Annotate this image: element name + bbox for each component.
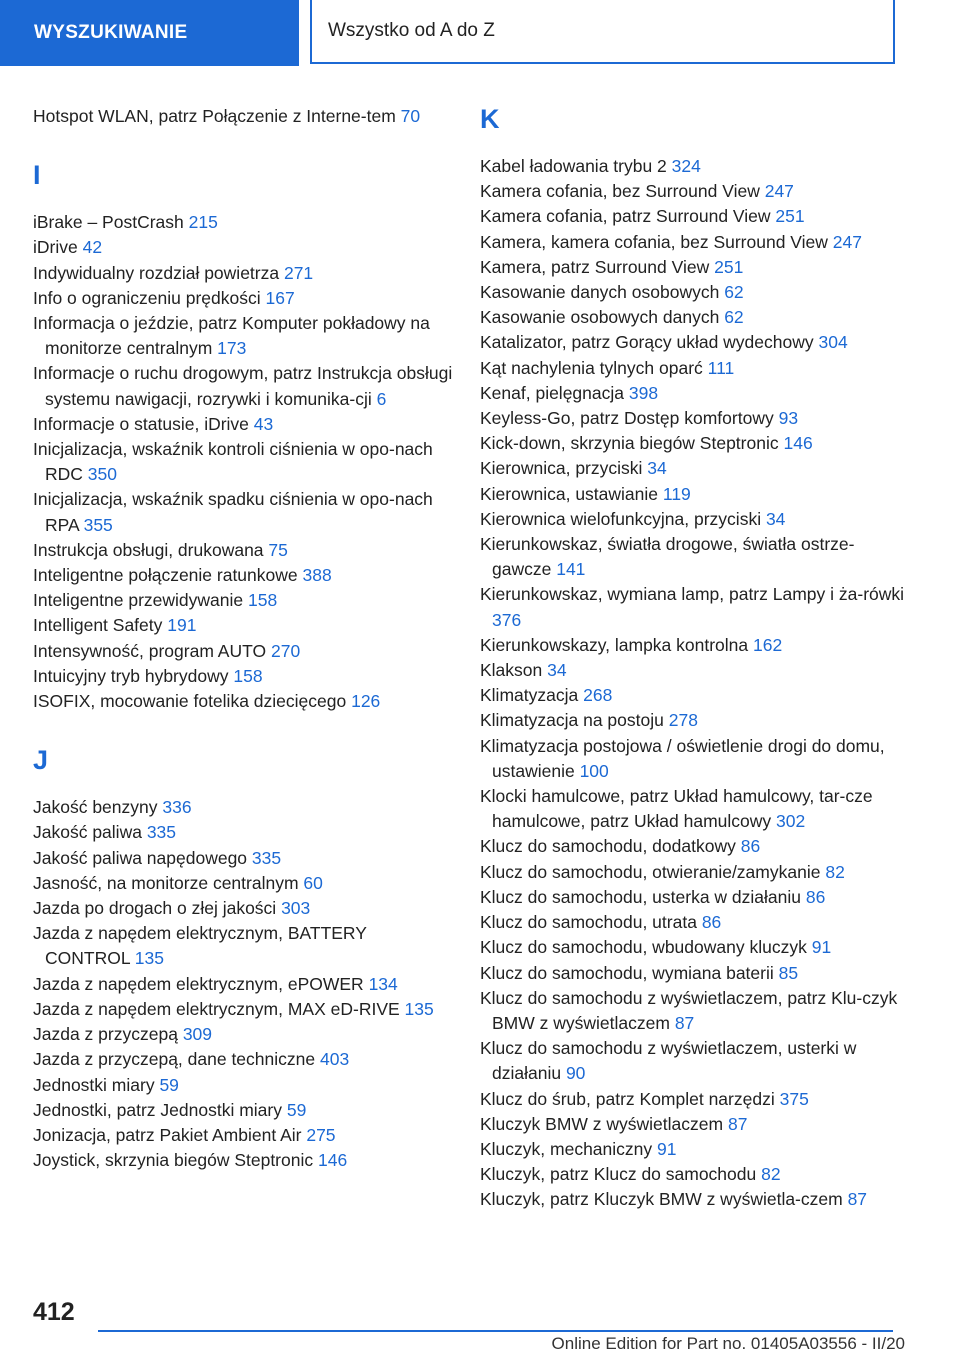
page-link[interactable]: 403 [320, 1049, 350, 1070]
index-entry [480, 154, 905, 179]
index-entry [33, 286, 453, 311]
index-entry-text: Intuicyjny tryb hybrydowy [33, 665, 229, 686]
page-link[interactable]: 376 [492, 609, 522, 630]
index-entry-text: Klucz do samochodu, usterka w działaniu [480, 886, 802, 907]
page-link[interactable]: 146 [318, 1150, 348, 1171]
page-link[interactable]: 167 [265, 287, 295, 308]
page-link[interactable]: 251 [775, 206, 805, 227]
index-entry-text: Jazda z napędem elektrycznym, BATTERY CONTROL [33, 923, 367, 969]
page-link[interactable]: 268 [583, 685, 613, 706]
index-entry-text: Jakość benzyny [33, 797, 158, 818]
index-entry-text: Kabel ładowania trybu 2 [480, 156, 667, 176]
index-entry-text: Kluczyk, patrz Kluczyk BMW z wyświetla-czem [480, 1189, 843, 1210]
index-entry [33, 210, 453, 235]
index-entry [33, 1123, 453, 1148]
index-entry-text: Klucz do samochodu, wbudowany kluczyk [480, 937, 807, 958]
index-entry [33, 795, 453, 820]
page-link[interactable]: 82 [761, 1164, 781, 1185]
index-entry [480, 633, 905, 658]
index-entry [480, 1036, 905, 1086]
index-entry [33, 311, 453, 361]
index-entry [33, 689, 453, 714]
index-entry-text: Kierunkowskaz, wymiana lamp, patrz Lampy i ża-rówki [480, 584, 905, 605]
index-entry [480, 986, 905, 1036]
index-entry-text: Kluczyk, mechaniczny [480, 1138, 653, 1159]
index-entry [480, 860, 905, 885]
section-spacer [33, 190, 453, 210]
page-link[interactable]: 75 [268, 539, 288, 560]
index-entry-text: Kąt nachylenia tylnych oparć [480, 357, 703, 378]
index-entry-text: Kamera, patrz Surround View [480, 256, 710, 277]
page-link[interactable]: 111 [707, 357, 735, 378]
index-entry [480, 230, 905, 255]
index-entry-text: Kasowanie osobowych danych [480, 307, 720, 328]
index-entry-text: Intelligent Safety [33, 615, 163, 636]
page-link[interactable]: 275 [306, 1124, 336, 1145]
page-link[interactable]: 90 [565, 1063, 586, 1084]
index-entry-text: Klucz do samochodu z wyświetlaczem, patrz Klu-czyk BMW z wyświetlaczem [480, 987, 898, 1033]
page-link[interactable]: 141 [556, 559, 586, 580]
index-entry-text: Kierownica, ustawianie [480, 483, 659, 504]
page-link[interactable]: 100 [579, 760, 609, 781]
index-entry [33, 639, 453, 664]
page-link[interactable]: 59 [159, 1074, 179, 1095]
index-entry [480, 204, 905, 229]
index-entry [480, 381, 905, 406]
index-entry [480, 431, 905, 456]
footer-edition-text: Online Edition for Part no. 01405A03556 - II/20 [551, 1334, 905, 1353]
index-entry [480, 330, 905, 355]
index-entry-text: Informacje o ruchu drogowym, patrz Instrukcja obsługi systemu nawigacji, rozrywki i komunika-cji [33, 363, 453, 409]
page-link[interactable]: 86 [740, 836, 761, 857]
index-entry [480, 1187, 905, 1212]
index-entry [480, 255, 905, 280]
page-title [310, 0, 895, 64]
section-spacer [480, 134, 905, 154]
index-entry [33, 997, 453, 1022]
page-link[interactable]: 91 [811, 937, 832, 958]
index-entry-text: Inicjalizacja, wskaźnik spadku ciśnienia w opo-nach RPA [33, 489, 433, 535]
index-entry-text: Inicjalizacja, wskaźnik kontroli ciśnienia w opo-nach RDC [33, 439, 433, 485]
page-link[interactable]: 158 [248, 590, 278, 611]
index-entry-text: Jazda z napędem elektrycznym, ePOWER [33, 973, 364, 994]
index-entry [33, 1022, 453, 1047]
index-entry [33, 588, 453, 613]
index-entry-text: Klucz do samochodu, otwieranie/zamykanie [480, 861, 821, 882]
page-link[interactable]: 34 [765, 508, 786, 529]
index-entry-text: Klucz do samochodu, utrata [480, 912, 697, 933]
page-link[interactable]: 173 [217, 338, 247, 359]
page-link[interactable]: 87 [674, 1012, 695, 1033]
index-entry [33, 820, 453, 845]
index-entry-text: Kamera, kamera cofania, bez Surround View [480, 231, 828, 252]
index-entry-text: Kasowanie danych osobowych [480, 282, 720, 303]
footer-edition [552, 1334, 905, 1354]
index-entry-text: Jakość paliwa napędowego [33, 847, 248, 868]
index-entry [480, 961, 905, 986]
index-entry-text: Klucz do samochodu, dodatkowy [480, 836, 736, 857]
page-link[interactable]: 86 [805, 886, 826, 907]
index-letter-heading: J [33, 745, 49, 776]
page-link[interactable]: 82 [825, 861, 845, 882]
page-link[interactable]: 270 [270, 640, 301, 661]
index-entry-text: Jednostki, patrz Jednostki miary [33, 1099, 282, 1120]
index-entry [33, 1073, 453, 1098]
page-link[interactable]: 87 [727, 1113, 748, 1134]
page-link[interactable]: 335 [251, 847, 282, 868]
index-entry [33, 412, 453, 437]
page-link[interactable]: 304 [818, 332, 848, 353]
index-entry-text: Intensywność, program AUTO [33, 640, 267, 661]
page-link[interactable]: 59 [286, 1099, 307, 1120]
page-link[interactable]: 91 [657, 1138, 677, 1159]
index-entry [480, 784, 905, 834]
page-link[interactable]: 87 [847, 1189, 868, 1210]
index-entry [480, 885, 905, 910]
page-link[interactable]: 375 [779, 1088, 809, 1109]
index-entry-text: Kierownica wielofunkcyjna, przyciski [480, 508, 762, 529]
index-entry [33, 437, 453, 487]
page-link[interactable]: 309 [182, 1024, 213, 1045]
page-link[interactable]: 247 [832, 231, 862, 252]
index-entry-text: Kierownica, przyciski [480, 458, 643, 479]
index-entry-text: ISOFIX, mocowanie fotelika dziecięcego [33, 691, 347, 712]
index-entry-text: Kenaf, pielęgnacja [480, 382, 624, 403]
page-link[interactable]: 6 [376, 388, 387, 409]
index-entry-text: Klucz do samochodu, wymiana baterii [480, 962, 774, 983]
index-entry-text: Kluczyk, patrz Klucz do samochodu [480, 1164, 757, 1185]
page-link[interactable]: 278 [668, 710, 698, 731]
page-link[interactable]: 135 [404, 998, 434, 1019]
index-entry [480, 179, 905, 204]
index-entry-text: Kierunkowskaz, światła drogowe, światła ostrze-gawcze [480, 534, 855, 580]
page-link[interactable]: 350 [87, 464, 117, 485]
index-entry [480, 734, 905, 784]
index-entry [480, 532, 905, 582]
index-entry-text: Info o ograniczeniu prędkości [33, 287, 261, 308]
page-link[interactable]: 62 [724, 307, 744, 328]
page-link[interactable]: 34 [647, 458, 667, 479]
index-entry-text: Jazda po drogach o złej jakości [33, 898, 277, 919]
index-letter-heading: K [480, 104, 500, 134]
page-link[interactable]: 215 [188, 212, 218, 233]
page-number: 412 [33, 1298, 75, 1326]
index-entry-text: Klimatyzacja postojowa / oświetlenie drogi do domu, ustawienie [480, 735, 885, 781]
index-entry [480, 507, 905, 532]
page-link[interactable]: 60 [303, 872, 323, 893]
index-entry [480, 280, 905, 305]
section-spacer [33, 129, 453, 160]
index-entry-text: Jazda z przyczepą, dane techniczne [33, 1049, 316, 1070]
index-entry [480, 305, 905, 330]
index-column-right [480, 104, 905, 1213]
index-entry-text: Instrukcja obsługi, drukowana [33, 539, 264, 560]
index-entry-text: Klocki hamulcowe, patrz Układ hamulcowy, tar-cze hamulcowe, patrz Układ hamulcowy [480, 786, 873, 832]
page-link[interactable]: 42 [82, 237, 103, 258]
index-entry-text: Klimatyzacja na postoju [480, 710, 664, 731]
page-link[interactable]: 191 [167, 615, 197, 636]
page-link[interactable]: 135 [134, 948, 164, 969]
index-entry [480, 834, 905, 859]
page-link[interactable]: 251 [714, 256, 744, 277]
index-entry-text: Jednostki miary [33, 1074, 155, 1095]
page-link[interactable]: 158 [233, 665, 263, 686]
index-entry-text: Jonizacja, patrz Pakiet Ambient Air [33, 1124, 302, 1145]
index-entry [33, 538, 453, 563]
index-entry [33, 896, 453, 921]
index-entry [33, 563, 453, 588]
page-link[interactable]: 398 [628, 382, 659, 403]
index-entry-text: Jasność, na monitorze centralnym [33, 872, 299, 893]
index-entry-text: Indywidualny rozdział powietrza [33, 262, 280, 283]
index-entry [480, 1112, 905, 1137]
index-entry [33, 1047, 453, 1072]
page-link[interactable]: 335 [146, 822, 177, 843]
index-entry-text: Jazda z napędem elektrycznym, MAX eD-RIVE [33, 998, 400, 1019]
index-entry-text: Inteligentne przewidywanie [33, 590, 244, 611]
page-link[interactable]: 43 [253, 413, 274, 434]
page-link[interactable]: 146 [783, 433, 813, 454]
index-entry-text: Joystick, skrzynia biegów Steptronic [33, 1150, 314, 1171]
page-link[interactable]: 303 [281, 898, 311, 919]
index-entry [33, 361, 453, 411]
index-entry-text: Inteligentne połączenie ratunkowe [33, 565, 298, 586]
index-column-left [33, 104, 453, 1173]
index-entry-text: Kamera cofania, bez Surround View [480, 181, 760, 202]
index-entry-text: Klakson [480, 660, 543, 681]
index-entry [480, 935, 905, 960]
page-link[interactable]: 324 [671, 156, 701, 176]
page-link[interactable]: 162 [753, 634, 783, 655]
section-spacer [33, 775, 453, 795]
page-link[interactable]: 134 [368, 973, 398, 994]
index-entry [480, 910, 905, 935]
index-entry [33, 846, 453, 871]
index-entry-text: Kamera cofania, patrz Surround View [480, 206, 771, 227]
index-entry-text: Katalizator, patrz Gorący układ wydechowy [480, 332, 814, 353]
page-link[interactable]: 86 [701, 912, 722, 933]
index-entry [480, 683, 905, 708]
index-entry-text: Hotspot WLAN, patrz Połączenie z Interne-tem [33, 106, 396, 126]
page-link[interactable]: 355 [83, 514, 113, 535]
index-entry [480, 456, 905, 481]
footer-divider [98, 1330, 893, 1332]
index-entry [33, 261, 453, 286]
index-entry-text: Keyless-Go, patrz Dostęp komfortowy [480, 408, 774, 429]
index-entry [480, 1137, 905, 1162]
index-entry [33, 921, 453, 971]
index-entry [480, 582, 905, 632]
index-entry-text: iDrive [33, 237, 78, 258]
index-entry-text: Klimatyzacja [480, 685, 579, 706]
page-link[interactable]: 271 [283, 262, 314, 283]
section-spacer [33, 714, 453, 745]
index-entry-text: iBrake – PostCrash [33, 212, 184, 233]
index-entry [480, 1162, 905, 1187]
page-link[interactable]: 302 [776, 811, 806, 832]
index-entry [480, 356, 905, 381]
index-entry [33, 104, 453, 129]
index-entry-text: Klucz do śrub, patrz Komplet narzędzi [480, 1088, 775, 1109]
header-bar [0, 0, 960, 66]
index-entry-text: Kluczyk BMW z wyświetlaczem [480, 1113, 724, 1134]
section-tab-label: WYSZUKIWANIE [34, 22, 188, 43]
index-entry-text: Jakość paliwa [33, 822, 142, 843]
index-entry [33, 487, 453, 537]
page-link[interactable]: 34 [547, 660, 567, 681]
index-entry [33, 1148, 453, 1173]
index-entry [480, 482, 905, 507]
page-link[interactable]: 388 [302, 565, 332, 586]
index-entry [33, 613, 453, 638]
index-entry [33, 972, 453, 997]
page-link[interactable]: 85 [778, 962, 799, 983]
index-letter-heading: I [33, 160, 41, 191]
index-entry-text: Jazda z przyczepą [33, 1024, 178, 1045]
index-entry [480, 406, 905, 431]
index-entry-text: Kierunkowskazy, lampka kontrolna [480, 634, 749, 655]
page-link[interactable]: 62 [724, 282, 744, 303]
index-entry [480, 708, 905, 733]
index-entry-text: Informacje o statusie, iDrive [33, 413, 249, 434]
index-entry-text: Klucz do samochodu z wyświetlaczem, usterki w działaniu [480, 1038, 857, 1084]
index-entry [480, 1087, 905, 1112]
page-link[interactable]: 247 [764, 181, 794, 202]
page-title-text: Wszystko od A do Z [328, 20, 495, 41]
index-entry-text: Informacja o jeździe, patrz Komputer pokładowy na monitorze centralnym [33, 313, 430, 359]
index-entry [33, 1098, 453, 1123]
index-entry [480, 658, 905, 683]
index-entry [33, 235, 453, 260]
page-link[interactable]: 126 [351, 691, 381, 712]
index-entry-text: Kick-down, skrzynia biegów Steptronic [480, 433, 779, 454]
page-link[interactable]: 119 [662, 483, 691, 504]
page-link[interactable]: 336 [162, 797, 192, 818]
section-tab[interactable] [0, 0, 299, 66]
page-link[interactable]: 93 [778, 408, 799, 429]
index-entry [33, 871, 453, 896]
index-entry [33, 664, 453, 689]
page-link[interactable]: 70 [400, 106, 421, 126]
